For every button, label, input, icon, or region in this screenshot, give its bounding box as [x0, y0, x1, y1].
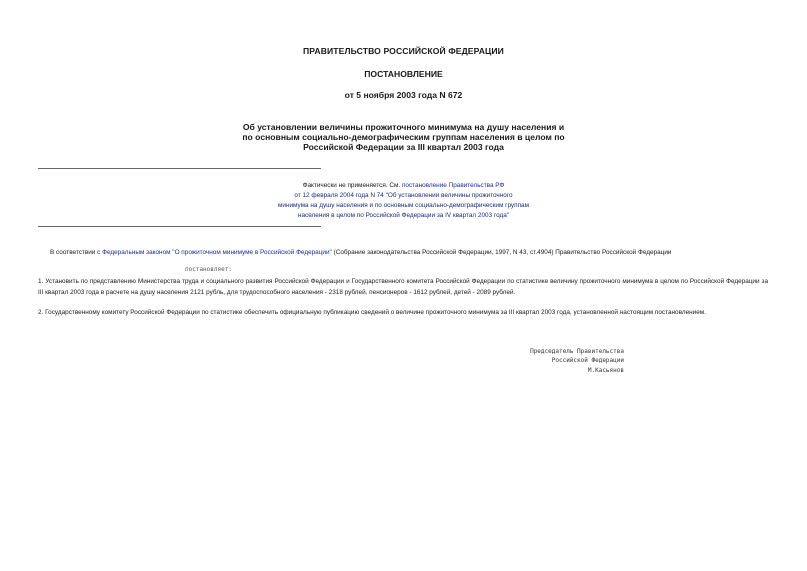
paragraph-1: 1. Установить по представлению Министерства труда и социального развития Российской Федерации и Государственного комитета Российской Федерации по статистике величину прожиточного минимума в целом по Российской Федерации за III квартал 2003 года в расчете на душу населения 2121 рубль, для трудоспособного населения - 2318 рублей, пенсионеров - 1612 рублей, детей - 2089 рублей. — [38, 278, 768, 296]
date-number-heading: от 5 ноября 2003 года N 672 — [344, 90, 463, 100]
title-line: по основным социально-демографическим группам населения в целом по — [242, 132, 565, 143]
government-heading: ПРАВИТЕЛЬСТВО РОССИЙСКОЙ ФЕДЕРАЦИИ — [303, 46, 504, 56]
status-note — [0, 181, 807, 221]
preamble-paragraph — [50, 248, 671, 258]
title-line: Об установлении величины прожиточного минимума на душу населения и — [242, 122, 565, 132]
paragraph-2: 2. Государственному комитету Российской Федерации по статистике обеспечить официальную публикацию сведений о величине прожиточного минимума за III квартал 2003 года, установленной настоящим постановлением. — [38, 309, 706, 316]
divider-bottom — [38, 226, 321, 227]
decree-word: постановляет: — [185, 266, 232, 273]
note-prefix: Фактически не применяется. См. — [302, 182, 402, 189]
signature-line: Российской Федерации — [551, 357, 624, 365]
divider-top — [38, 168, 321, 169]
note-line[interactable]: от 12 февраля 2004 года N 74 "Об установлении величины прожиточного — [294, 192, 513, 199]
note-line[interactable]: минимума на душу населения и по основным социально-демографическим группам — [277, 202, 529, 209]
preamble-after: (Собрание законодательства Российской Федерации, 1997, N 43, ст.4904) Правительство Российской Федерации — [331, 249, 672, 256]
preamble-before: В соответствии с — [50, 249, 103, 256]
federal-law-link[interactable]: Федеральным законом "О прожиточном минимуме в Российской Федерации" — [102, 249, 332, 256]
document-type-heading: ПОСТАНОВЛЕНИЕ — [364, 69, 443, 79]
signature-name: М.Касьянов — [587, 366, 624, 374]
note-link[interactable]: постановление Правительства РФ — [401, 182, 505, 189]
signature-block — [517, 347, 624, 375]
document-title — [0, 122, 807, 153]
note-line[interactable]: населения в целом по Российской Федерации за IV квартал 2003 года" — [297, 212, 510, 219]
signature-line: Председатель Правительства — [530, 348, 624, 355]
title-line: Российской Федерации за III квартал 2003 года — [303, 142, 504, 153]
